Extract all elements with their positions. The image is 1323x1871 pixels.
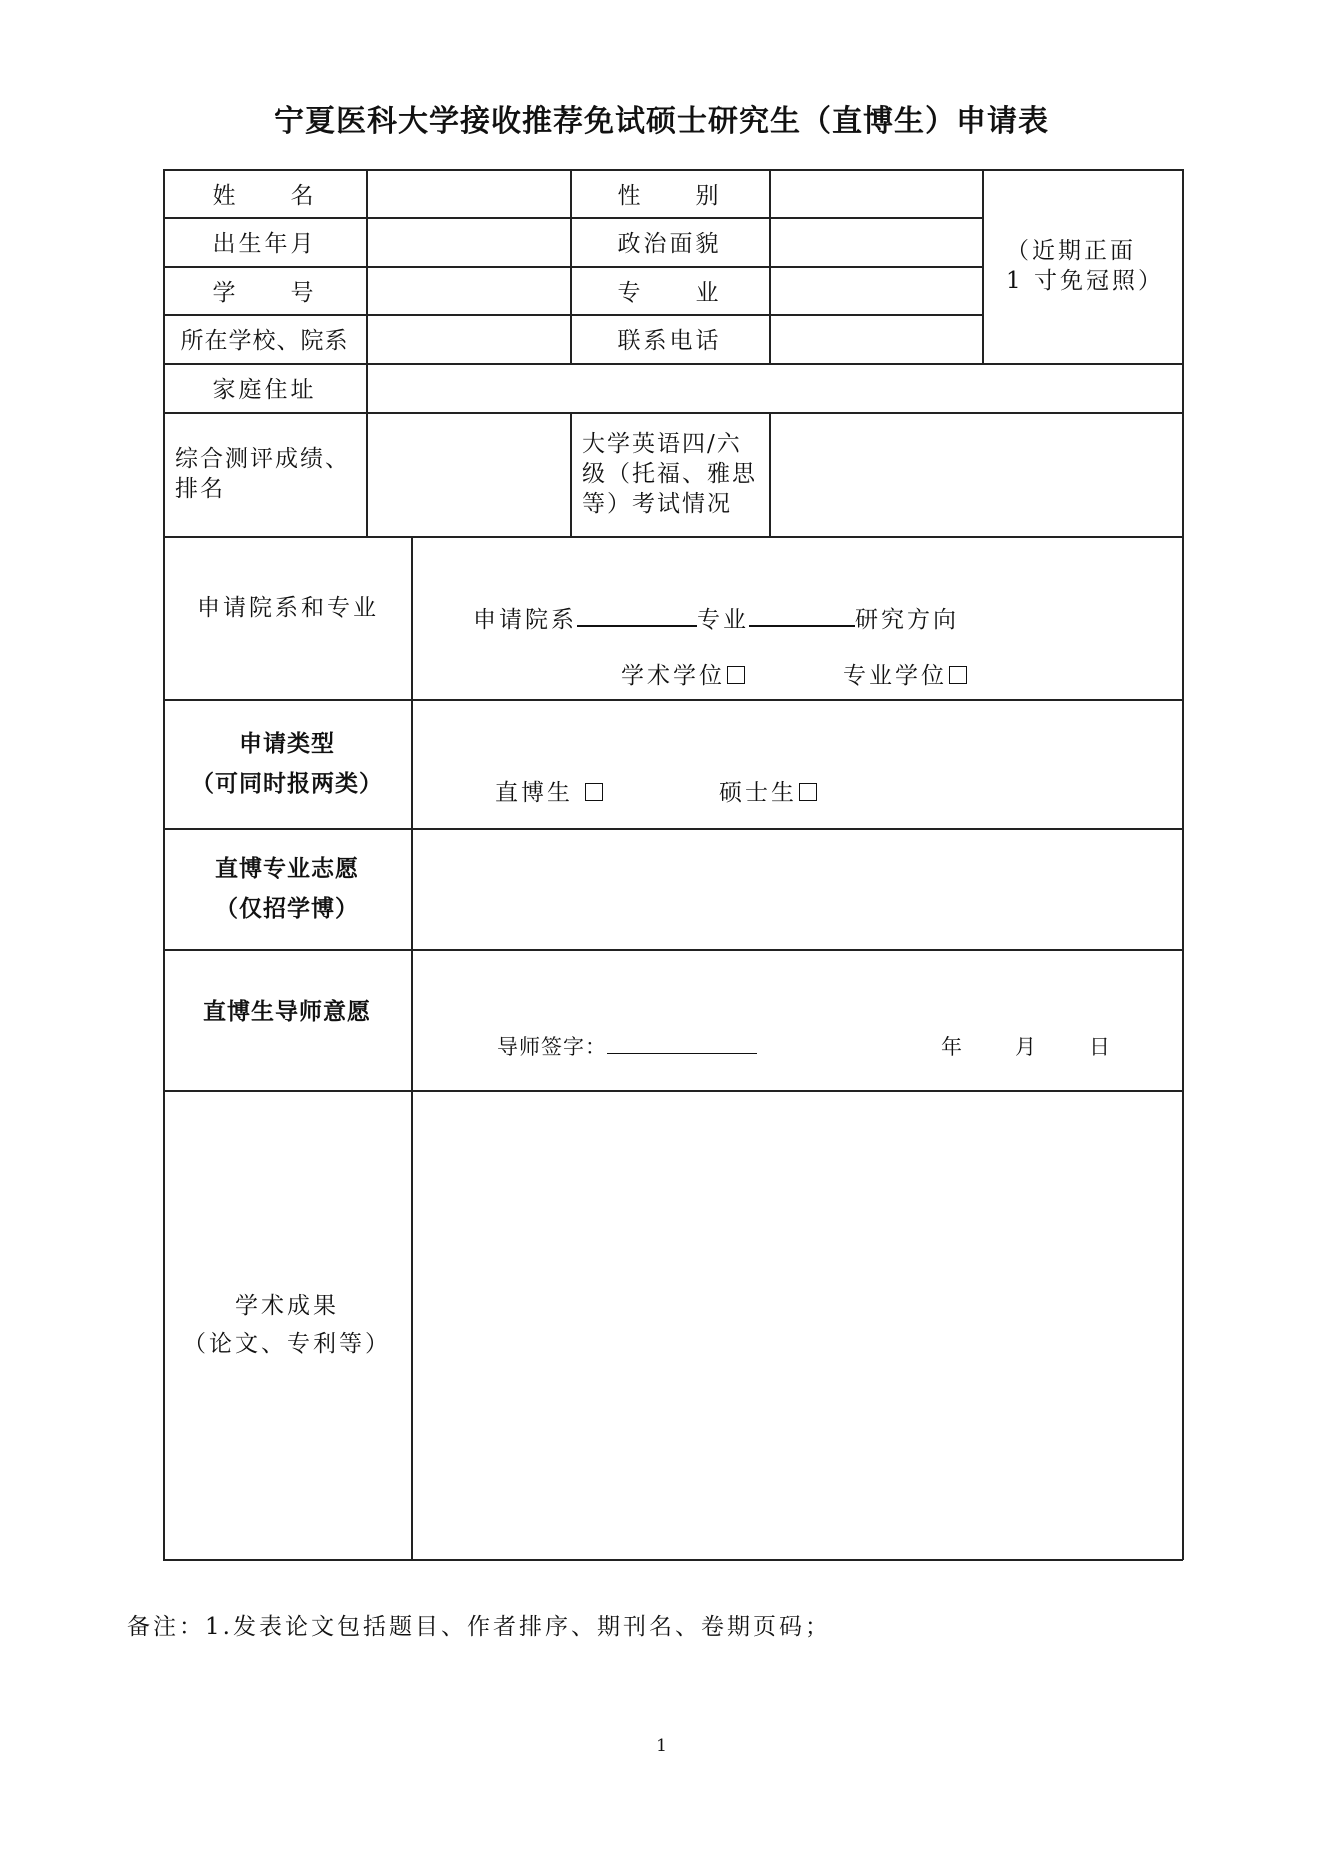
label-school: 所在学校、院系 — [180, 328, 349, 354]
footnote: 备注：1.发表论文包括题目、作者排序、期刊名、卷期页码； — [127, 1614, 831, 1640]
supervisor-sign-line — [497, 1031, 757, 1061]
apply-dept-prefix: 申请院系 — [473, 607, 577, 633]
apply-major-blank[interactable] — [749, 603, 855, 627]
major-field[interactable] — [769, 266, 982, 314]
professional-degree-option[interactable] — [843, 657, 967, 690]
phone-field[interactable] — [769, 314, 982, 363]
academic-degree-option[interactable] — [621, 657, 745, 690]
form-title: 宁夏医科大学接收推荐免试硕士研究生（直博生）申请表 — [274, 104, 1049, 139]
birth-field[interactable] — [366, 217, 570, 266]
assessment-field[interactable] — [366, 412, 570, 536]
professional-degree-label: 专业学位 — [843, 663, 947, 689]
academic-degree-checkbox[interactable] — [727, 666, 745, 684]
apply-type-line2: （可同时报两类） — [191, 770, 383, 797]
direct-phd-pref-line1: 直博专业志愿 — [215, 855, 359, 882]
achievements-field[interactable] — [411, 1090, 1182, 1559]
page-number: 1 — [656, 1736, 667, 1756]
gender-field[interactable] — [769, 169, 982, 217]
assessment-line1: 综合测评成绩、 — [175, 446, 350, 472]
label-english — [582, 412, 769, 536]
achievements-line1: 学术成果 — [235, 1292, 339, 1319]
apply-major-prefix: 专业 — [697, 607, 749, 633]
sign-day-label: 日 — [1089, 1035, 1113, 1059]
english-line1: 大学英语四/六 — [582, 431, 742, 457]
photo-placeholder[interactable] — [982, 169, 1182, 363]
sign-date — [941, 1031, 1113, 1061]
label-direct-phd-pref — [163, 828, 411, 949]
english-line3: 等）考试情况 — [582, 491, 732, 517]
master-checkbox[interactable] — [799, 783, 817, 801]
student-id-field[interactable] — [366, 266, 570, 314]
master-label: 硕士生 — [719, 780, 797, 806]
apply-dept-line — [473, 601, 959, 634]
supervisor-sign-label: 导师签字： — [497, 1035, 607, 1059]
apply-direction-label: 研究方向 — [855, 607, 959, 633]
row-divider — [163, 536, 1183, 538]
apply-dept-blank[interactable] — [577, 603, 697, 627]
school-field[interactable] — [366, 314, 570, 363]
english-field[interactable] — [769, 412, 1182, 536]
label-politics: 政治面貌 — [617, 231, 722, 257]
assessment-line2: 排名 — [175, 476, 225, 502]
table-border-bottom — [163, 1559, 1183, 1561]
direct-phd-pref-line2: （仅招学博） — [215, 895, 359, 922]
direct-phd-option[interactable] — [495, 774, 603, 807]
name-field[interactable] — [366, 169, 570, 217]
direct-phd-label: 直博生 — [495, 780, 573, 806]
label-assessment — [175, 412, 366, 536]
direct-phd-checkbox[interactable] — [585, 783, 603, 801]
label-name: 姓 名 — [212, 182, 317, 209]
label-address: 家庭住址 — [212, 377, 317, 403]
label-phone: 联系电话 — [617, 328, 722, 354]
academic-degree-label: 学术学位 — [621, 663, 725, 689]
label-gender: 性 别 — [617, 182, 722, 209]
achievements-line2: （论文、专利等） — [183, 1330, 391, 1357]
col-divider — [570, 412, 572, 536]
label-apply-dept: 申请院系和专业 — [197, 595, 379, 621]
sign-year-label: 年 — [941, 1035, 965, 1059]
label-apply-type — [163, 699, 411, 828]
supervisor-sign-blank[interactable] — [607, 1031, 757, 1054]
address-field[interactable] — [366, 363, 1182, 412]
direct-phd-pref-field[interactable] — [411, 828, 1182, 949]
label-student-id: 学 号 — [212, 279, 317, 306]
sign-month-label: 月 — [1015, 1035, 1039, 1059]
photo-hint-line1: （近期正面 — [1006, 238, 1136, 264]
master-option[interactable] — [719, 774, 817, 807]
table-border-right — [1182, 169, 1184, 1560]
professional-degree-checkbox[interactable] — [949, 666, 967, 684]
english-line2: 级（托福、雅思 — [582, 461, 757, 487]
label-achievements — [163, 1090, 411, 1559]
politics-field[interactable] — [769, 217, 982, 266]
photo-hint-line2: 1 寸免冠照） — [1006, 268, 1164, 294]
label-birth: 出生年月 — [212, 231, 317, 257]
application-table — [163, 169, 1183, 1560]
label-supervisor-opinion: 直博生导师意愿 — [203, 998, 371, 1025]
label-major: 专 业 — [617, 279, 722, 306]
apply-type-line1: 申请类型 — [239, 730, 335, 757]
